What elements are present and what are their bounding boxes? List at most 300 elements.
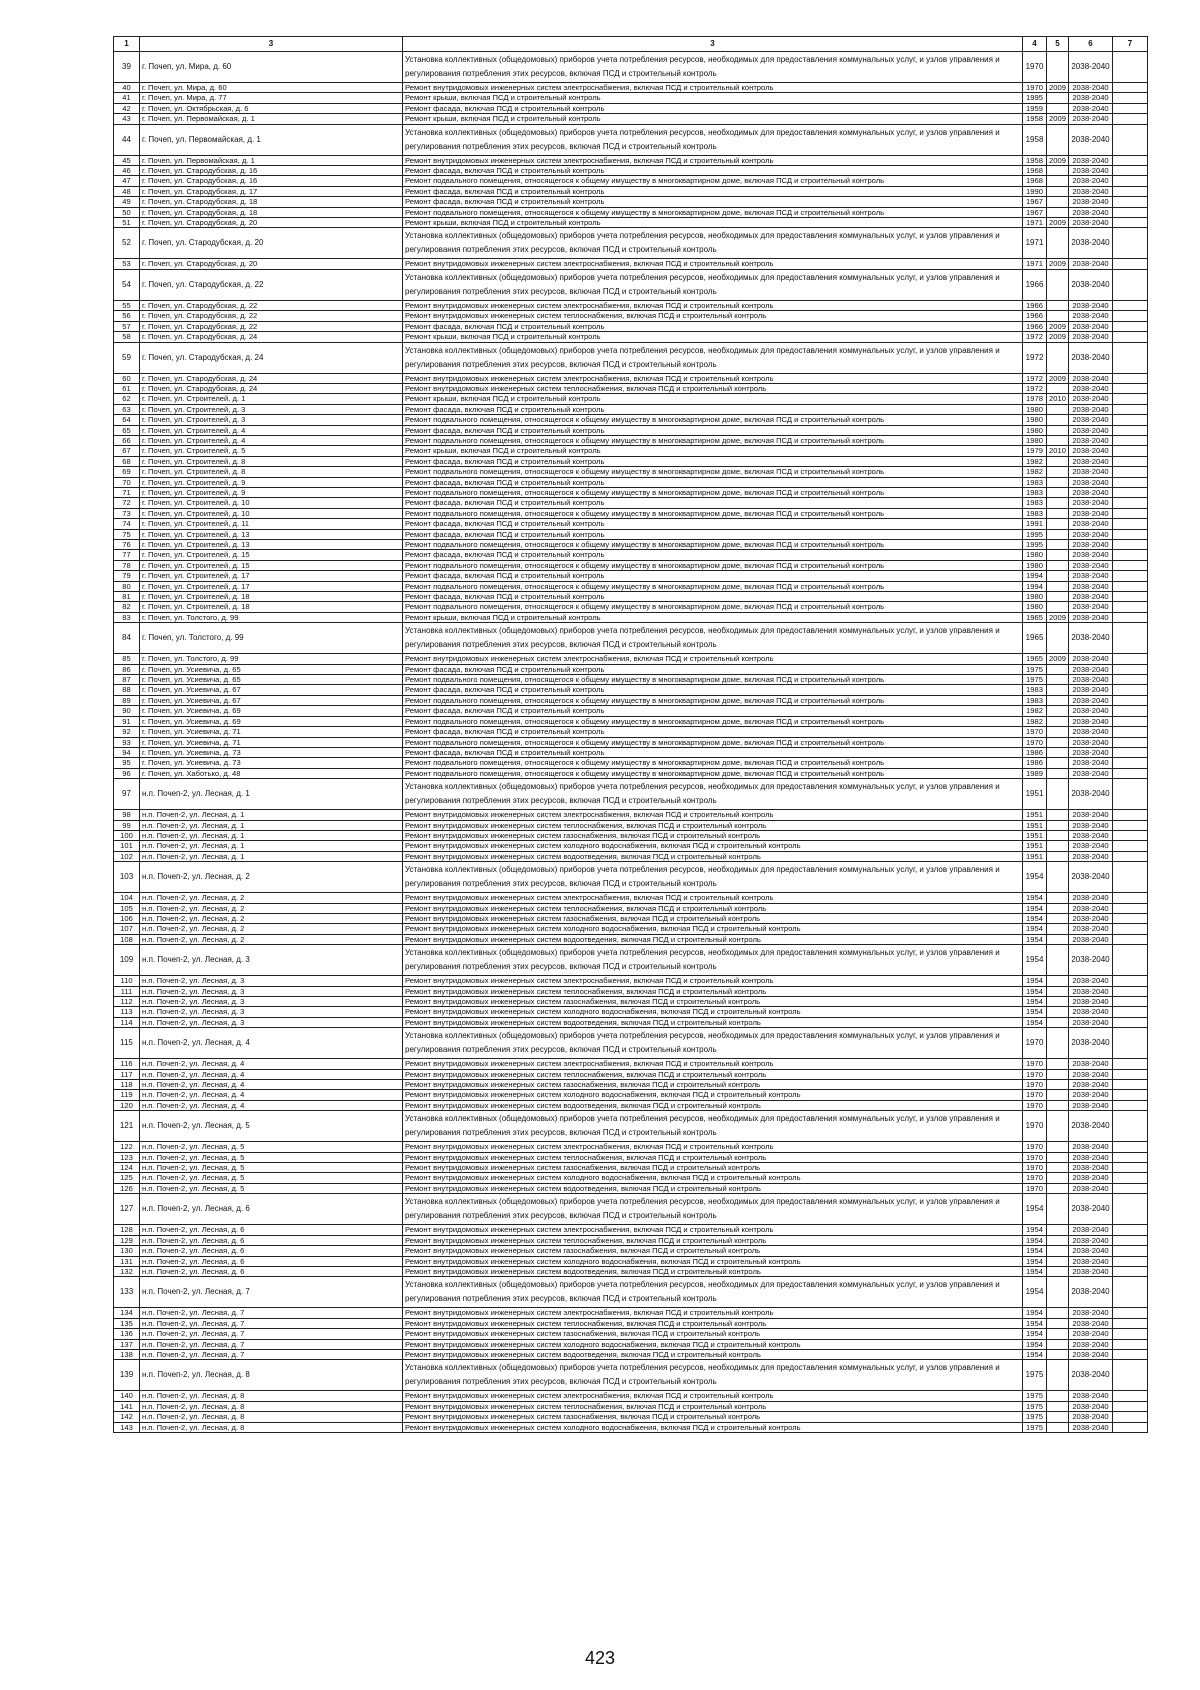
cell-year-built: 1971 [1023,259,1047,269]
table-row [114,519,1148,529]
cell-period: 2038-2040 [1069,311,1113,321]
cell-address: н.п. Почеп-2, ул. Лесная, д. 3 [140,986,403,996]
cell-period: 2038-2040 [1069,1349,1113,1359]
cell-col-7 [1113,1017,1148,1027]
cell-period: 2038-2040 [1069,1318,1113,1328]
table-row [114,477,1148,487]
header-col-7: 7 [1113,37,1148,52]
cell-year-built: 1983 [1023,487,1047,497]
cell-work-type: Ремонт внутридомовых инженерных систем электроснабжения, включая ПСД и строительный контроль [403,1391,1023,1401]
cell-work-type: Ремонт внутридомовых инженерных систем электроснабжения, включая ПСД и строительный контроль [403,976,1023,986]
cell-work-type: Ремонт внутридомовых инженерных систем газоснабжения, включая ПСД и строительный контроль [403,1412,1023,1422]
table-row [114,197,1148,207]
cell-year-built: 1958 [1023,114,1047,124]
cell-address: г. Почеп, ул. Стародубская, д. 20 [140,218,403,228]
table-row [114,820,1148,830]
cell-address: н.п. Почеп-2, ул. Лесная, д. 7 [140,1318,403,1328]
cell-number: 42 [114,103,140,113]
cell-col-7 [1113,404,1148,414]
cell-year-built: 1983 [1023,477,1047,487]
cell-col-7 [1113,228,1148,259]
cell-work-type: Ремонт подвального помещения, относящегося к общему имуществу в многоквартирном доме, включая ПСД и строительный контроль [403,675,1023,685]
header-col-last-repair: 5 [1047,37,1069,52]
table-row [114,218,1148,228]
table-row [114,1256,1148,1266]
cell-year-built: 1970 [1023,1028,1047,1059]
cell-col-7 [1113,592,1148,602]
cell-col-7 [1113,1152,1148,1162]
cell-work-type: Ремонт фасада, включая ПСД и строительный контроль [403,592,1023,602]
cell-period: 2038-2040 [1069,1028,1113,1059]
cell-last-repair: 2009 [1047,218,1069,228]
cell-last-repair [1047,976,1069,986]
cell-last-repair [1047,487,1069,497]
cell-period: 2038-2040 [1069,83,1113,93]
cell-year-built: 1954 [1023,1246,1047,1256]
cell-period: 2038-2040 [1069,52,1113,83]
cell-year-built: 1954 [1023,893,1047,903]
cell-work-type: Ремонт крыши, включая ПСД и строительный контроль [403,114,1023,124]
cell-address: н.п. Почеп-2, ул. Лесная, д. 6 [140,1235,403,1245]
cell-period: 2038-2040 [1069,1080,1113,1090]
cell-period: 2038-2040 [1069,1225,1113,1235]
cell-work-type: Ремонт фасада, включая ПСД и строительный контроль [403,529,1023,539]
cell-address: г. Почеп, ул. Усиевича, д. 65 [140,664,403,674]
cell-period: 2038-2040 [1069,1277,1113,1308]
cell-col-7 [1113,383,1148,393]
cell-number: 82 [114,602,140,612]
cell-address: н.п. Почеп-2, ул. Лесная, д. 1 [140,820,403,830]
cell-last-repair [1047,1412,1069,1422]
cell-year-built: 1954 [1023,924,1047,934]
cell-period: 2038-2040 [1069,768,1113,778]
cell-work-type: Ремонт внутридомовых инженерных систем водоотведения, включая ПСД и строительный контроль [403,1349,1023,1359]
cell-number: 77 [114,550,140,560]
cell-year-built: 1954 [1023,934,1047,944]
cell-number: 140 [114,1391,140,1401]
cell-year-built: 1980 [1023,592,1047,602]
cell-number: 52 [114,228,140,259]
cell-period: 2038-2040 [1069,841,1113,851]
cell-work-type: Ремонт подвального помещения, относящегося к общему имуществу в многоквартирном доме, включая ПСД и строительный контроль [403,176,1023,186]
cell-address: г. Почеп, ул. Строителей, д. 9 [140,487,403,497]
cell-year-built: 1954 [1023,1318,1047,1328]
cell-work-type: Установка коллективных (общедомовых) приборов учета потребления ресурсов, необходимых для предоставления коммунальных услуг, и узлов управления и регулирования потребления этих ресурсов, включая ПСД и строительный контроль [403,342,1023,373]
cell-year-built: 1954 [1023,862,1047,893]
cell-number: 62 [114,394,140,404]
cell-col-7 [1113,820,1148,830]
cell-year-built: 1983 [1023,508,1047,518]
cell-work-type: Ремонт внутридомовых инженерных систем холодного водоснабжения, включая ПСД и строительный контроль [403,1256,1023,1266]
table-row [114,394,1148,404]
table-row [114,1173,1148,1183]
cell-last-repair [1047,1173,1069,1183]
cell-period: 2038-2040 [1069,487,1113,497]
cell-col-7 [1113,1308,1148,1318]
cell-last-repair [1047,550,1069,560]
table-row [114,311,1148,321]
cell-number: 102 [114,851,140,861]
cell-year-built: 1979 [1023,446,1047,456]
cell-last-repair [1047,737,1069,747]
cell-address: г. Почеп, ул. Строителей, д. 18 [140,592,403,602]
cell-last-repair [1047,1069,1069,1079]
cell-number: 58 [114,332,140,342]
cell-address: г. Почеп, ул. Усиевича, д. 73 [140,747,403,757]
cell-number: 59 [114,342,140,373]
table-row [114,435,1148,445]
table-row [114,768,1148,778]
table-row [114,1090,1148,1100]
cell-col-7 [1113,114,1148,124]
cell-period: 2038-2040 [1069,415,1113,425]
cell-address: н.п. Почеп-2, ул. Лесная, д. 2 [140,893,403,903]
cell-work-type: Ремонт подвального помещения, относящегося к общему имуществу в многоквартирном доме, включая ПСД и строительный контроль [403,560,1023,570]
table-row [114,1277,1148,1308]
cell-col-7 [1113,810,1148,820]
cell-last-repair [1047,706,1069,716]
cell-last-repair [1047,300,1069,310]
cell-work-type: Ремонт внутридомовых инженерных систем электроснабжения, включая ПСД и строительный контроль [403,373,1023,383]
cell-address: н.п. Почеп-2, ул. Лесная, д. 8 [140,1422,403,1432]
cell-period: 2038-2040 [1069,186,1113,196]
cell-address: н.п. Почеп-2, ул. Лесная, д. 5 [140,1183,403,1193]
table-row [114,675,1148,685]
cell-address: г. Почеп, ул. Строителей, д. 8 [140,467,403,477]
table-row [114,913,1148,923]
cell-work-type: Установка коллективных (общедомовых) приборов учета потребления ресурсов, необходимых для предоставления коммунальных услуг, и узлов управления и регулирования потребления этих ресурсов, включая ПСД и строительный контроль [403,1111,1023,1142]
cell-period: 2038-2040 [1069,747,1113,757]
table-row [114,1111,1148,1142]
cell-col-7 [1113,435,1148,445]
cell-last-repair [1047,893,1069,903]
cell-period: 2038-2040 [1069,1163,1113,1173]
cell-last-repair [1047,1017,1069,1027]
cell-address: н.п. Почеп-2, ул. Лесная, д. 2 [140,862,403,893]
cell-col-7 [1113,1401,1148,1411]
cell-number: 120 [114,1100,140,1110]
table-row [114,383,1148,393]
table-row [114,300,1148,310]
cell-col-7 [1113,332,1148,342]
table-row [114,612,1148,622]
table-row [114,1225,1148,1235]
cell-number: 78 [114,560,140,570]
cell-last-repair [1047,186,1069,196]
cell-work-type: Установка коллективных (общедомовых) приборов учета потребления ресурсов, необходимых для предоставления коммунальных услуг, и узлов управления и регулирования потребления этих ресурсов, включая ПСД и строительный контроль [403,945,1023,976]
table-row [114,1318,1148,1328]
cell-number: 105 [114,903,140,913]
cell-work-type: Ремонт внутридомовых инженерных систем газоснабжения, включая ПСД и строительный контроль [403,1163,1023,1173]
cell-year-built: 1989 [1023,768,1047,778]
cell-last-repair [1047,1152,1069,1162]
cell-period: 2038-2040 [1069,903,1113,913]
table-row [114,737,1148,747]
repair-schedule-sheet [113,36,1147,1433]
cell-period: 2038-2040 [1069,602,1113,612]
cell-work-type: Ремонт фасада, включая ПСД и строительный контроль [403,519,1023,529]
cell-address: г. Почеп, ул. Строителей, д. 8 [140,456,403,466]
table-row [114,114,1148,124]
cell-work-type: Ремонт фасада, включая ПСД и строительный контроль [403,550,1023,560]
cell-work-type: Ремонт подвального помещения, относящегося к общему имуществу в многоквартирном доме, включая ПСД и строительный контроль [403,716,1023,726]
table-row [114,716,1148,726]
cell-col-7 [1113,1235,1148,1245]
cell-address: г. Почеп, ул. Стародубская, д. 24 [140,383,403,393]
table-row [114,1308,1148,1318]
cell-work-type: Ремонт внутридомовых инженерных систем газоснабжения, включая ПСД и строительный контроль [403,913,1023,923]
cell-last-repair [1047,166,1069,176]
table-row [114,623,1148,654]
cell-address: н.п. Почеп-2, ул. Лесная, д. 7 [140,1308,403,1318]
cell-number: 84 [114,623,140,654]
cell-period: 2038-2040 [1069,383,1113,393]
table-row [114,1080,1148,1090]
cell-year-built: 1954 [1023,1017,1047,1027]
cell-work-type: Ремонт подвального помещения, относящегося к общему имуществу в многоквартирном доме, включая ПСД и строительный контроль [403,581,1023,591]
table-row [114,810,1148,820]
cell-address: г. Почеп, ул. Мира, д. 77 [140,93,403,103]
cell-address: н.п. Почеп-2, ул. Лесная, д. 4 [140,1080,403,1090]
table-row [114,1028,1148,1059]
cell-work-type: Ремонт внутридомовых инженерных систем водоотведения, включая ПСД и строительный контроль [403,1183,1023,1193]
cell-last-repair [1047,1318,1069,1328]
cell-number: 93 [114,737,140,747]
cell-last-repair: 2010 [1047,394,1069,404]
cell-year-built: 1954 [1023,1194,1047,1225]
table-row [114,934,1148,944]
cell-last-repair [1047,1339,1069,1349]
cell-number: 96 [114,768,140,778]
cell-number: 86 [114,664,140,674]
cell-period: 2038-2040 [1069,1266,1113,1276]
cell-number: 64 [114,415,140,425]
cell-period: 2038-2040 [1069,540,1113,550]
cell-number: 76 [114,540,140,550]
cell-address: г. Почеп, ул. Строителей, д. 13 [140,529,403,539]
cell-last-repair [1047,1391,1069,1401]
table-row [114,176,1148,186]
table-row [114,415,1148,425]
cell-year-built: 1966 [1023,300,1047,310]
cell-work-type: Ремонт внутридомовых инженерных систем газоснабжения, включая ПСД и строительный контроль [403,1329,1023,1339]
cell-period: 2038-2040 [1069,623,1113,654]
table-row [114,1266,1148,1276]
cell-col-7 [1113,1412,1148,1422]
cell-col-7 [1113,342,1148,373]
cell-year-built: 1994 [1023,571,1047,581]
cell-year-built: 1951 [1023,830,1047,840]
cell-col-7 [1113,934,1148,944]
cell-address: н.п. Почеп-2, ул. Лесная, д. 4 [140,1059,403,1069]
cell-work-type: Ремонт фасада, включая ПСД и строительный контроль [403,103,1023,113]
cell-work-type: Ремонт подвального помещения, относящегося к общему имуществу в многоквартирном доме, включая ПСД и строительный контроль [403,207,1023,217]
cell-work-type: Ремонт внутридомовых инженерных систем теплоснабжения, включая ПСД и строительный контроль [403,1401,1023,1411]
cell-period: 2038-2040 [1069,1401,1113,1411]
cell-year-built: 1967 [1023,197,1047,207]
cell-address: н.п. Почеп-2, ул. Лесная, д. 8 [140,1412,403,1422]
cell-last-repair: 2009 [1047,612,1069,622]
cell-number: 129 [114,1235,140,1245]
cell-number: 100 [114,830,140,840]
cell-year-built: 1975 [1023,1360,1047,1391]
cell-work-type: Ремонт крыши, включая ПСД и строительный контроль [403,612,1023,622]
table-row [114,1163,1148,1173]
cell-year-built: 1975 [1023,675,1047,685]
cell-work-type: Ремонт внутридомовых инженерных систем холодного водоснабжения, включая ПСД и строительный контроль [403,1173,1023,1183]
cell-address: н.п. Почеп-2, ул. Лесная, д. 6 [140,1194,403,1225]
cell-work-type: Ремонт внутридомовых инженерных систем теплоснабжения, включая ПСД и строительный контроль [403,383,1023,393]
cell-period: 2038-2040 [1069,519,1113,529]
cell-number: 94 [114,747,140,757]
cell-last-repair [1047,456,1069,466]
cell-col-7 [1113,862,1148,893]
cell-last-repair [1047,560,1069,570]
cell-last-repair [1047,747,1069,757]
cell-col-7 [1113,155,1148,165]
cell-work-type: Ремонт фасада, включая ПСД и строительный контроль [403,571,1023,581]
cell-last-repair [1047,934,1069,944]
table-row [114,124,1148,155]
cell-address: г. Почеп, ул. Строителей, д. 9 [140,477,403,487]
cell-col-7 [1113,197,1148,207]
table-row [114,1412,1148,1422]
table-row [114,446,1148,456]
cell-period: 2038-2040 [1069,1007,1113,1017]
cell-last-repair [1047,1059,1069,1069]
cell-work-type: Ремонт внутридомовых инженерных систем электроснабжения, включая ПСД и строительный контроль [403,259,1023,269]
cell-address: г. Почеп, ул. Строителей, д. 4 [140,425,403,435]
cell-year-built: 1975 [1023,1401,1047,1411]
cell-last-repair [1047,592,1069,602]
cell-address: г. Почеп, ул. Стародубская, д. 24 [140,342,403,373]
cell-last-repair [1047,477,1069,487]
cell-number: 132 [114,1266,140,1276]
cell-work-type: Ремонт внутридомовых инженерных систем холодного водоснабжения, включая ПСД и строительный контроль [403,1090,1023,1100]
cell-number: 43 [114,114,140,124]
cell-last-repair [1047,93,1069,103]
cell-period: 2038-2040 [1069,477,1113,487]
cell-year-built: 1970 [1023,1059,1047,1069]
cell-col-7 [1113,508,1148,518]
cell-work-type: Ремонт внутридомовых инженерных систем газоснабжения, включая ПСД и строительный контроль [403,1080,1023,1090]
cell-number: 119 [114,1090,140,1100]
cell-number: 135 [114,1318,140,1328]
cell-last-repair [1047,269,1069,300]
cell-last-repair [1047,581,1069,591]
cell-work-type: Установка коллективных (общедомовых) приборов учета потребления ресурсов, необходимых для предоставления коммунальных услуг, и узлов управления и регулирования потребления этих ресурсов, включая ПСД и строительный контроль [403,124,1023,155]
cell-last-repair [1047,945,1069,976]
cell-col-7 [1113,519,1148,529]
cell-period: 2038-2040 [1069,114,1113,124]
cell-number: 109 [114,945,140,976]
table-row [114,1360,1148,1391]
table-row [114,706,1148,716]
table-row [114,456,1148,466]
table-row [114,695,1148,705]
cell-work-type: Ремонт подвального помещения, относящегося к общему имуществу в многоквартирном доме, включая ПСД и строительный контроль [403,487,1023,497]
cell-address: н.п. Почеп-2, ул. Лесная, д. 8 [140,1391,403,1401]
cell-number: 95 [114,758,140,768]
table-row [114,404,1148,414]
cell-period: 2038-2040 [1069,1017,1113,1027]
cell-last-repair [1047,52,1069,83]
cell-period: 2038-2040 [1069,300,1113,310]
table-row [114,1142,1148,1152]
cell-work-type: Ремонт внутридомовых инженерных систем теплоснабжения, включая ПСД и строительный контроль [403,1318,1023,1328]
cell-number: 143 [114,1422,140,1432]
table-row [114,332,1148,342]
cell-number: 121 [114,1111,140,1142]
cell-col-7 [1113,1349,1148,1359]
cell-period: 2038-2040 [1069,1422,1113,1432]
cell-period: 2038-2040 [1069,218,1113,228]
cell-number: 87 [114,675,140,685]
cell-period: 2038-2040 [1069,571,1113,581]
cell-period: 2038-2040 [1069,1412,1113,1422]
cell-period: 2038-2040 [1069,446,1113,456]
table-row [114,540,1148,550]
cell-col-7 [1113,716,1148,726]
cell-last-repair [1047,758,1069,768]
cell-work-type: Ремонт внутридомовых инженерных систем теплоснабжения, включая ПСД и строительный контроль [403,1152,1023,1162]
cell-period: 2038-2040 [1069,332,1113,342]
cell-period: 2038-2040 [1069,1235,1113,1245]
cell-last-repair [1047,124,1069,155]
table-row [114,1401,1148,1411]
cell-work-type: Установка коллективных (общедомовых) приборов учета потребления ресурсов, необходимых для предоставления коммунальных услуг, и узлов управления и регулирования потребления этих ресурсов, включая ПСД и строительный контроль [403,1277,1023,1308]
cell-col-7 [1113,1422,1148,1432]
cell-period: 2038-2040 [1069,685,1113,695]
cell-work-type: Ремонт внутридомовых инженерных систем теплоснабжения, включая ПСД и строительный контроль [403,1235,1023,1245]
cell-period: 2038-2040 [1069,779,1113,810]
cell-work-type: Ремонт внутридомовых инженерных систем электроснабжения, включая ПСД и строительный контроль [403,155,1023,165]
cell-work-type: Ремонт внутридомовых инженерных систем электроснабжения, включая ПСД и строительный контроль [403,1142,1023,1152]
table-row [114,1152,1148,1162]
cell-col-7 [1113,1318,1148,1328]
cell-period: 2038-2040 [1069,976,1113,986]
cell-address: г. Почеп, ул. Усиевича, д. 69 [140,706,403,716]
cell-year-built: 1983 [1023,695,1047,705]
cell-number: 67 [114,446,140,456]
cell-year-built: 1970 [1023,1100,1047,1110]
cell-number: 91 [114,716,140,726]
cell-last-repair [1047,498,1069,508]
cell-last-repair [1047,1401,1069,1411]
cell-number: 66 [114,435,140,445]
cell-year-built: 1954 [1023,913,1047,923]
cell-address: г. Почеп, ул. Первомайская, д. 1 [140,155,403,165]
cell-period: 2038-2040 [1069,851,1113,861]
cell-work-type: Установка коллективных (общедомовых) приборов учета потребления ресурсов, необходимых для предоставления коммунальных услуг, и узлов управления и регулирования потребления этих ресурсов, включая ПСД и строительный контроль [403,269,1023,300]
cell-work-type: Ремонт внутридомовых инженерных систем теплоснабжения, включая ПСД и строительный контроль [403,903,1023,913]
cell-address: г. Почеп, ул. Стародубская, д. 18 [140,197,403,207]
cell-year-built: 1975 [1023,1412,1047,1422]
cell-col-7 [1113,675,1148,685]
cell-address: н.п. Почеп-2, ул. Лесная, д. 3 [140,1017,403,1027]
cell-col-7 [1113,986,1148,996]
cell-col-7 [1113,779,1148,810]
cell-period: 2038-2040 [1069,997,1113,1007]
cell-number: 134 [114,1308,140,1318]
cell-address: г. Почеп, ул. Стародубская, д. 22 [140,311,403,321]
cell-last-repair [1047,685,1069,695]
cell-number: 97 [114,779,140,810]
cell-year-built: 1954 [1023,1235,1047,1245]
cell-number: 44 [114,124,140,155]
cell-number: 46 [114,166,140,176]
cell-year-built: 1995 [1023,93,1047,103]
